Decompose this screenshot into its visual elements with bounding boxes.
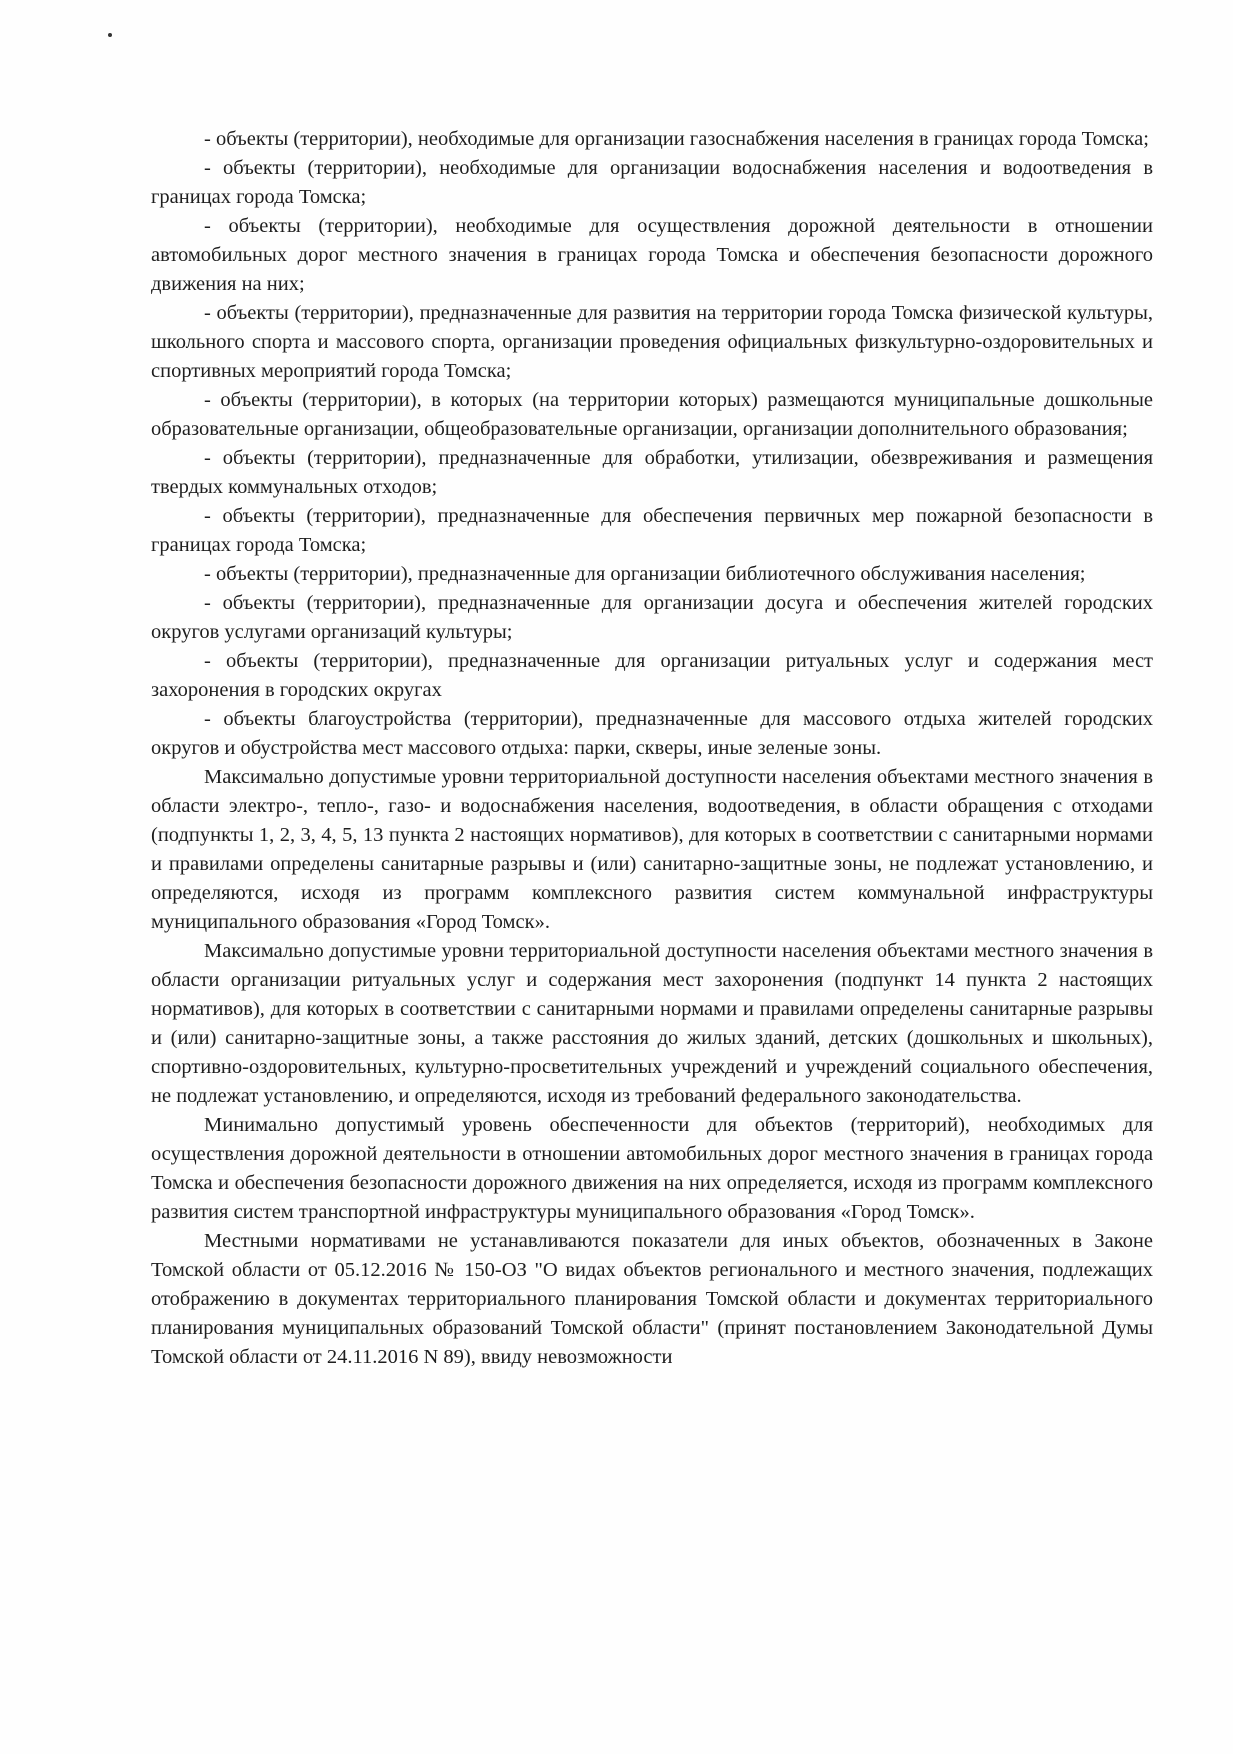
paragraph-2: - объекты (территории), необходимые для организации водоснабжения населения и водоотведения в границах города Томска; (151, 157, 1153, 208)
paragraph-1: - объекты (территории), необходимые для организации газоснабжения населения в границах города Томска; (204, 128, 1149, 150)
paragraph-15: Местными нормативами не устанавливаются показатели для иных объектов, обозначенных в Законе Томской области от 05.12.2016 № 150-ОЗ "О видах объектов регионального и местного значения, подлежащих отображению в документах территориального планирования Томской области и документах территориального планирования муниципальных образований Томской области" (принят постановлением Законодательной Думы Томской области от 24.11.2016 N 89), ввиду невозможности (151, 1230, 1153, 1368)
paragraph-8: - объекты (территории), предназначенные для организации библиотечного обслуживания населения; (204, 563, 1086, 585)
paragraph-7: - объекты (территории), предназначенные для обеспечения первичных мер пожарной безопасности в границах города Томска; (151, 505, 1153, 556)
paragraph-14: Минимально допустимый уровень обеспеченности для объектов (территорий), необходимых для осуществления дорожной деятельности в отношении автомобильных дорог местного значения в границах города Томска и обеспечения безопасности дорожного движения на них определяется, исходя из программ комплексного развития систем транспортной инфраструктуры муниципального образования «Город Томск». (151, 1114, 1153, 1223)
paragraph-6: - объекты (территории), предназначенные для обработки, утилизации, обезвреживания и размещения твердых коммунальных отходов; (151, 447, 1153, 498)
paragraph-4: - объекты (территории), предназначенные для развития на территории города Томска физической культуры, школьного спорта и массового спорта, организации проведения официальных физкультурно-оздоровительных и спортивных мероприятий города Томска; (151, 302, 1153, 382)
paragraph-12: Максимально допустимые уровни территориальной доступности населения объектами местного значения в области электро-, тепло-, газо- и водоснабжения населения, водоотведения, в области обращения с отходами (подпункты 1, 2, 3, 4, 5, 13 пункта 2 настоящих нормативов), для которых в соответствии с санитарными нормами и правилами определены санитарные разрывы и (или) санитарно-защитные зоны, не подлежат установлению, и определяются, исходя из программ комплексного развития систем коммунальной инфраструктуры муниципального образования «Город Томск». (151, 766, 1153, 933)
document-body (151, 125, 1153, 1372)
paragraph-11: - объекты благоустройства (территории), предназначенные для массового отдыха жителей городских округов и обустройства мест массового отдыха: парки, скверы, иные зеленые зоны. (151, 708, 1153, 759)
paragraph-5: - объекты (территории), в которых (на территории которых) размещаются муниципальные дошкольные образовательные организации, общеобразовательные организации, организации дополнительного образования; (151, 389, 1153, 440)
scan-speck (108, 33, 112, 37)
paragraph-10: - объекты (территории), предназначенные для организации ритуальных услуг и содержания мест захоронения в городских округах (151, 650, 1153, 701)
paragraph-13: Максимально допустимые уровни территориальной доступности населения объектами местного значения в области организации ритуальных услуг и содержания мест захоронения (подпункт 14 пункта 2 настоящих нормативов), для которых в соответствии с санитарными нормами и правилами определены санитарные разрывы и (или) санитарно-защитные зоны, а также расстояния до жилых зданий, детских (дошкольных и школьных), спортивно-оздоровительных, культурно-просветительных учреждений и учреждений социального обеспечения, не подлежат установлению, и определяются, исходя из требований федерального законодательства. (151, 940, 1153, 1107)
paragraph-9: - объекты (территории), предназначенные для организации досуга и обеспечения жителей городских округов услугами организаций культуры; (151, 592, 1153, 643)
paragraph-3: - объекты (территории), необходимые для осуществления дорожной деятельности в отношении автомобильных дорог местного значения в границах города Томска и обеспечения безопасности дорожного движения на них; (151, 215, 1153, 295)
